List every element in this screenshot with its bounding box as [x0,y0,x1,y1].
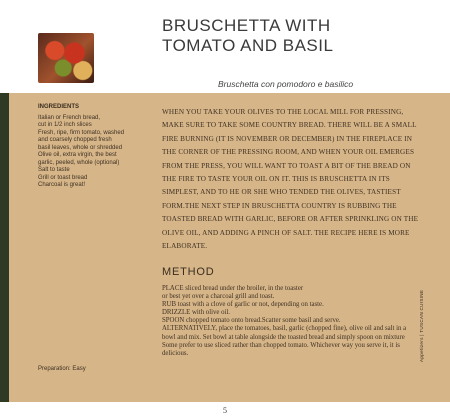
ingredient-line: Grill or toast bread [38,174,88,181]
ingredient-line: Charcoal is great! [38,182,86,188]
intro-paragraph: WHEN YOU TAKE YOUR OLIVES TO THE LOCAL MILL FOR PRESSING, MAKE SURE TO TAKE SOME COUNTRY BREAD. THERE WILL BE A SMALL FIRE BURNING (IT IS NOVEMBER OR DECEMBER) IN THE FIREPLACE IN THE CORNER OF THE PRESSING ROOM, AND WHEN YOUR OIL EMERGES FROM THE PRESS, YOU WILL WANT TO TOAST A BIT OF THE BREAD ON THE FIRE TO TASTE YOUR OIL ON IT. THIS IS BRUSCHETTA IN ITS SIMPLEST, AND TO HE OR SHE WHO TENDED THE OLIVES, TASTIEST FORM.THE NEXT STEP IN BRUSCHETTA COUNTRY IS RUBBING THE TOASTED BREAD WITH GARLIC, BEFORE OR AFTER SPRINKLING ON THE OLIVE OIL, AND ADDING A PINCH OF SALT. THE RECIPE HERE IS MORE ELABORATE. [162,108,419,251]
ingredient-line: basil leaves, whole or shredded [38,144,123,151]
ingredients-panel [38,104,150,190]
method-step: or best yet over a charcoal grill and toast. [162,293,275,301]
ingredient-line: Olive oil, extra virgin, the best [38,152,117,158]
method-steps [162,285,418,358]
title-line-1: BRUSCHETTA WITH [162,16,331,35]
method-step: SPOON chopped tomato onto bread.Scatter some basil and serve. [162,317,341,325]
preparation-difficulty: Preparation: Easy [38,366,86,372]
ingredient-line: cut in 1/2 inch slices [38,122,92,128]
method-step: DRIZZLE with olive oil. [162,309,230,317]
title-line-2: TOMATO AND BASIL [162,36,334,55]
ingredient-line: Salt to taste [38,167,70,173]
bruschetta-photo [38,33,94,83]
ingredient-line: Italian or French bread, [38,114,101,121]
ingredient-line: garlic, peeled, whole (optional) [38,159,120,166]
ingredient-line: Fresh, ripe, firm tomato, washed [38,129,125,136]
method-step: RUB toast with a clove of garlic or not, depending on taste. [162,301,324,309]
page-number: 5 [223,406,227,415]
ingredients-heading: INGREDIENTS [38,104,80,110]
method-step: ALTERNATIVELY, place the tomatoes, basil, garlic (chopped fine), olive oil and salt in a bowl and mix. Set bowl at table alongside the toasted bread and simply spoon on mixture Some prefer to use sliced rather than chopped tomato. Whichever way you serve it, it is delicious. [162,325,407,357]
ingredient-line: and coarsely chopped fresh [38,137,112,143]
recipe-title [162,16,432,56]
method-step: PLACE sliced bread under the broiler, in the toaster [162,285,304,292]
method-heading: METHOD [162,266,215,278]
recipe-subtitle: Bruschetta con pomodoro e basilico [218,79,354,89]
left-accent-bar [0,93,9,402]
section-side-label: Appetizers | TUSCAN CUISINE [419,289,424,362]
